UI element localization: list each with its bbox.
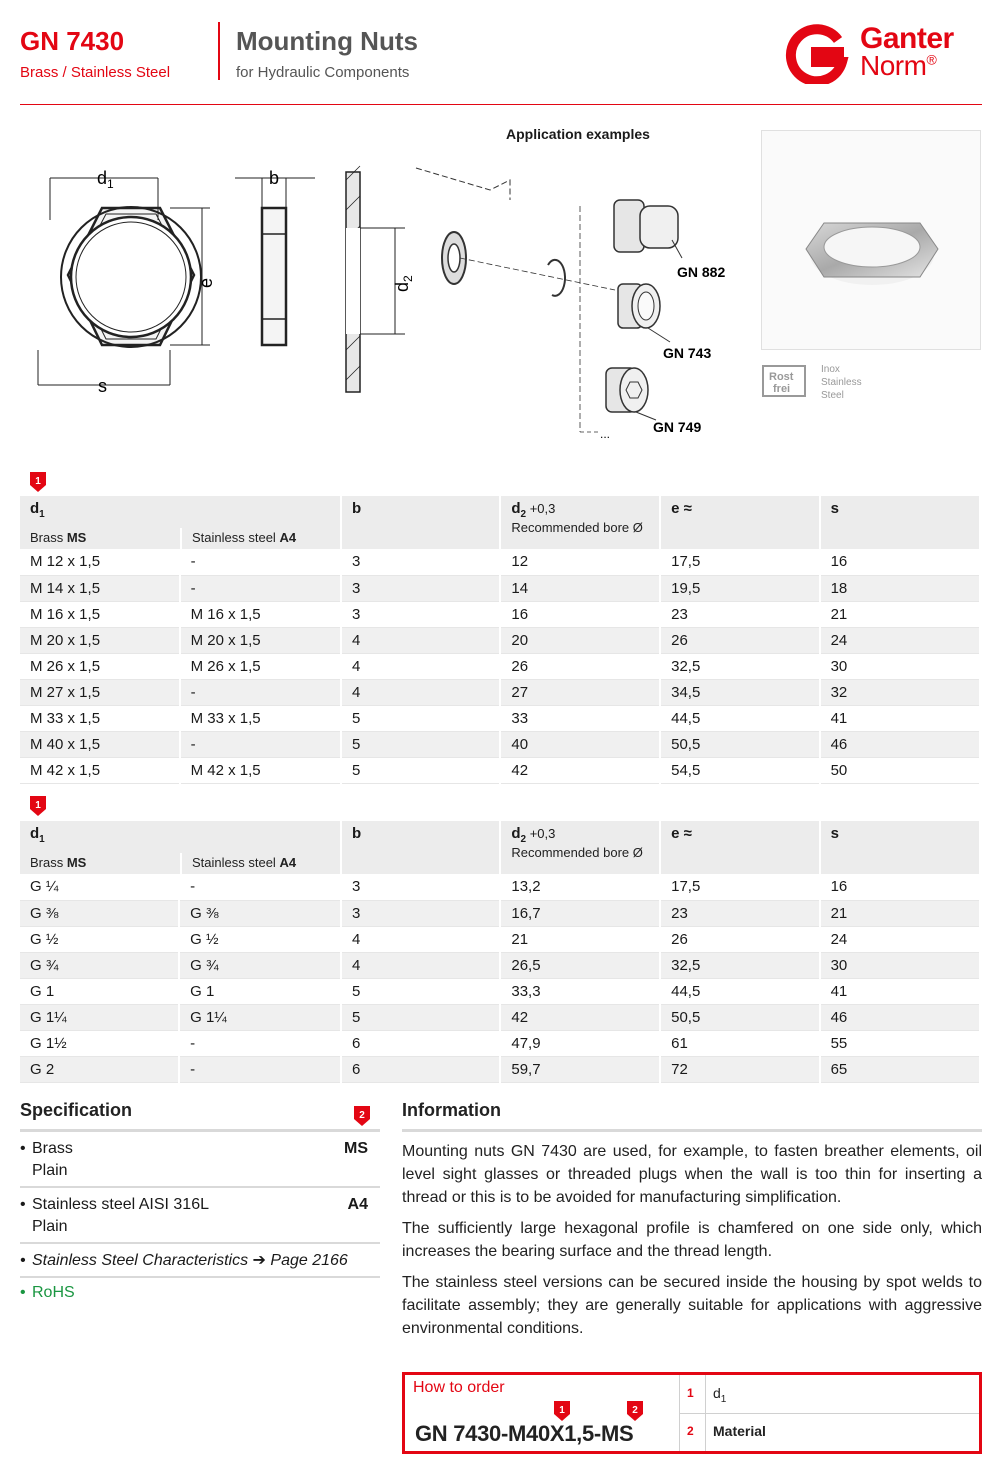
table-row [20, 978, 980, 1004]
table-cell: 4 [341, 679, 500, 705]
header-rule [20, 104, 982, 105]
bullet: • [20, 1284, 26, 1301]
table-cell: M 12 x 1,5 [20, 549, 180, 575]
table-cell: 16 [500, 601, 660, 627]
table-row [20, 900, 980, 926]
table-cell: 5 [341, 978, 500, 1004]
product-materials: Brass / Stainless Steel [20, 64, 171, 81]
table-cell: G ⅜ [179, 900, 341, 926]
dim-s-label: s [98, 376, 107, 396]
table-cell: 26 [660, 926, 819, 952]
table-row [20, 601, 980, 627]
technical-drawing [20, 120, 750, 460]
table-cell: - [180, 731, 341, 757]
table-cell: 13,2 [500, 874, 660, 900]
table-cell: 33 [500, 705, 660, 731]
bullet: • [20, 1140, 26, 1157]
table-cell: M 33 x 1,5 [180, 705, 341, 731]
order-legend-row [679, 1375, 979, 1413]
table-cell: M 33 x 1,5 [20, 705, 180, 731]
table-cell: 5 [341, 1004, 500, 1030]
example-ellipsis: ... [600, 427, 611, 441]
characteristics-label: Stainless Steel Characteristics [32, 1252, 249, 1269]
how-to-order-box [402, 1372, 982, 1454]
table-cell: 17,5 [660, 874, 819, 900]
table-cell: G ½ [179, 926, 341, 952]
info-paragraph: The stainless steel versions can be secured inside the housing by spot welds to facilitate assembly; they are generally suitable for applications with aggressive environmental conditions. [402, 1274, 982, 1337]
table-cell: G 1 [20, 978, 179, 1004]
stainless-characteristics-link[interactable] [20, 1244, 380, 1278]
table-cell: 4 [341, 627, 500, 653]
product-subtitle: for Hydraulic Components [236, 64, 410, 81]
logo-text-ganter: Ganter [860, 22, 954, 55]
col-e: e ≈ [660, 821, 819, 874]
metric-thread-table [20, 496, 981, 784]
logo-registered: ® [926, 51, 937, 68]
table-row [20, 705, 980, 731]
table-cell: 14 [500, 575, 660, 601]
col-stainless: Stainless steel A4 [180, 853, 340, 874]
dim-b-label: b [269, 168, 280, 188]
spec-item-code: MS [344, 1140, 368, 1157]
table-row [20, 757, 980, 783]
table-cell: 59,7 [500, 1056, 660, 1082]
table-cell: 44,5 [660, 978, 819, 1004]
table-cell: M 42 x 1,5 [180, 757, 341, 783]
table-cell: 27 [500, 679, 660, 705]
table-row [20, 952, 980, 978]
table-cell: 3 [341, 900, 500, 926]
table-cell: M 14 x 1,5 [20, 575, 180, 601]
table-row [20, 1004, 980, 1030]
spec-item-label: Stainless steel AISI 316L [32, 1196, 209, 1213]
col-s: s [820, 821, 980, 874]
table-cell: G 1¼ [179, 1004, 341, 1030]
svg-text:Inox: Inox [821, 364, 840, 375]
table-row [20, 874, 980, 900]
table-cell: M 16 x 1,5 [180, 601, 341, 627]
marker-1-icon [554, 1401, 570, 1421]
svg-text:Rost: Rost [769, 371, 794, 383]
table-cell: M 26 x 1,5 [180, 653, 341, 679]
order-legend [679, 1375, 979, 1451]
dim-d2-label: $d_2$ [392, 275, 415, 292]
col-brass: Brass MS [30, 855, 87, 870]
table-cell: 32 [820, 679, 980, 705]
table-cell: 65 [820, 1056, 980, 1082]
table-cell: - [180, 679, 341, 705]
order-separator [705, 1375, 706, 1413]
col-d1 [20, 496, 341, 549]
table-cell: G ¾ [20, 952, 179, 978]
table-cell: M 16 x 1,5 [20, 601, 180, 627]
table-cell: - [179, 874, 341, 900]
table-cell: 42 [500, 1004, 660, 1030]
col-d1-label: $d_1$ [30, 500, 45, 520]
table-cell: G 1 [179, 978, 341, 1004]
table-cell: 30 [820, 952, 980, 978]
table-cell: G 1½ [20, 1030, 179, 1056]
ganter-logo-icon [782, 22, 852, 84]
table-cell: 34,5 [660, 679, 819, 705]
table-cell: 4 [341, 653, 500, 679]
product-code: GN 7430 [20, 26, 125, 56]
table-cell: M 40 x 1,5 [20, 731, 180, 757]
spec-item-stainless [20, 1188, 380, 1244]
nut-photo-image [762, 131, 982, 351]
table-cell: 33,3 [500, 978, 660, 1004]
header-divider [218, 22, 220, 80]
rostfrei-stamp-icon [761, 360, 881, 404]
table-cell: 42 [500, 757, 660, 783]
table-cell: 40 [500, 731, 660, 757]
bullet: • [20, 1196, 26, 1213]
table-cell: 6 [341, 1030, 500, 1056]
col-stainless: Stainless steel A4 [180, 528, 340, 549]
order-legend-label: Material [713, 1423, 766, 1439]
marker-2-icon [627, 1401, 643, 1421]
svg-text:2: 2 [632, 1405, 638, 1416]
order-legend-num: 1 [687, 1386, 694, 1400]
information-title: Information [402, 1100, 501, 1120]
table-cell: 3 [341, 575, 500, 601]
page-header [20, 22, 982, 104]
table-cell: 50 [820, 757, 980, 783]
table-cell: 20 [500, 627, 660, 653]
table-row [20, 653, 980, 679]
table-cell: 21 [820, 601, 980, 627]
table-cell: G ¼ [20, 874, 179, 900]
table-cell: 5 [341, 705, 500, 731]
side-view [235, 178, 315, 345]
table-row [20, 575, 980, 601]
col-d2: $d_2 +0,3$ Recommended bore Ø [500, 496, 660, 549]
table-cell: 19,5 [660, 575, 819, 601]
example-gn-749: GN 749 [653, 419, 702, 435]
svg-text:frei: frei [773, 383, 791, 395]
table-cell: 16 [820, 549, 980, 575]
table-cell: M 26 x 1,5 [20, 653, 180, 679]
table-cell: 47,9 [500, 1030, 660, 1056]
order-separator [705, 1413, 706, 1451]
table-cell: M 27 x 1,5 [20, 679, 180, 705]
front-view [38, 178, 210, 385]
wall-section [346, 166, 405, 392]
table-cell: 44,5 [660, 705, 819, 731]
table-cell: - [180, 549, 341, 575]
info-paragraph: Mounting nuts GN 7430 are used, for example, to fasten breather elements, oil level sight glasses or threaded plugs when the wall is too thin for inserting a thread or this is to be avoided for manufacturing simplification. [402, 1143, 982, 1206]
table-cell: 50,5 [660, 731, 819, 757]
table-cell: G 1¼ [20, 1004, 179, 1030]
table-cell: 26,5 [500, 952, 660, 978]
dim-d1-label: $d_1$ [97, 168, 114, 191]
table-cell: M 20 x 1,5 [20, 627, 180, 653]
how-to-order-title: How to order [413, 1379, 505, 1396]
pipe-thread-table [20, 821, 981, 1083]
svg-text:1: 1 [559, 1405, 565, 1416]
table-cell: 6 [341, 1056, 500, 1082]
col-b: b [341, 496, 500, 549]
order-code-example: GN 7430-M40X1,5-MS [415, 1421, 634, 1446]
bullet: • [20, 1252, 26, 1269]
table-cell: 12 [500, 549, 660, 575]
table-cell: - [180, 575, 341, 601]
table-cell: 41 [820, 978, 980, 1004]
table-cell: 23 [660, 601, 819, 627]
info-paragraph: The sufficiently large hexagonal profile is chamfered on one side only, which increases the bearing surface and the thread length. [402, 1220, 982, 1260]
order-legend-row [679, 1413, 979, 1451]
table-cell: 46 [820, 1004, 980, 1030]
specification-section [20, 1100, 380, 1308]
svg-text:2: 2 [359, 1110, 365, 1121]
example-gn-882: GN 882 [677, 264, 726, 280]
rostfrei-badge [761, 360, 881, 404]
table-cell: - [179, 1030, 341, 1056]
table-cell: 3 [341, 549, 500, 575]
table-cell: 4 [341, 952, 500, 978]
order-legend-label: $d_1$ [713, 1385, 727, 1405]
dim-e-label: e [196, 277, 216, 288]
table-cell: 18 [820, 575, 980, 601]
table-row [20, 679, 980, 705]
page-reference: Page 2166 [270, 1252, 348, 1269]
logo-norm-word: Norm [860, 50, 927, 81]
table-cell: G 2 [20, 1056, 179, 1082]
col-d2: $d_2 +0,3$ Recommended bore Ø [500, 821, 660, 874]
order-legend-num: 2 [687, 1424, 694, 1438]
information-rule [402, 1129, 982, 1132]
example-gn-743: GN 743 [663, 345, 712, 361]
information-section [402, 1100, 982, 1348]
table-cell: - [179, 1056, 341, 1082]
table-cell: 24 [820, 627, 980, 653]
svg-text:Stainless: Stainless [821, 377, 862, 388]
svg-text:Steel: Steel [821, 390, 844, 401]
table-cell: 5 [341, 731, 500, 757]
col-d1-label: $d_1$ [30, 825, 45, 845]
svg-text:1: 1 [35, 800, 41, 811]
marker-1-icon [30, 472, 46, 492]
table-row [20, 1030, 980, 1056]
table-cell: 50,5 [660, 1004, 819, 1030]
table-cell: G ¾ [179, 952, 341, 978]
table-cell: G ½ [20, 926, 179, 952]
rohs-text: RoHS [32, 1284, 75, 1301]
table-cell: 26 [500, 653, 660, 679]
table-row [20, 549, 980, 575]
spec-item-brass [20, 1132, 380, 1188]
table-cell: 5 [341, 757, 500, 783]
table-cell: 16,7 [500, 900, 660, 926]
product-photo [761, 130, 981, 350]
table-cell: G ⅜ [20, 900, 179, 926]
table-cell: 61 [660, 1030, 819, 1056]
table-cell: 32,5 [660, 952, 819, 978]
table-cell: 23 [660, 900, 819, 926]
table-cell: 4 [341, 926, 500, 952]
col-s: s [820, 496, 980, 549]
table-row [20, 1056, 980, 1082]
table-row [20, 627, 980, 653]
table-cell: 30 [820, 653, 980, 679]
nut-drawing-svg [20, 120, 750, 460]
rohs-label [20, 1278, 380, 1308]
table-cell: 24 [820, 926, 980, 952]
table-cell: 21 [820, 900, 980, 926]
table-cell: M 42 x 1,5 [20, 757, 180, 783]
table-row [20, 731, 980, 757]
table-cell: 3 [341, 874, 500, 900]
col-brass: Brass MS [30, 530, 87, 545]
spec-item-finish: Plain [32, 1218, 68, 1235]
col-d1 [20, 821, 341, 874]
table-cell: 26 [660, 627, 819, 653]
spec-item-code: A4 [347, 1196, 368, 1213]
table-cell: 41 [820, 705, 980, 731]
table-cell: M 20 x 1,5 [180, 627, 341, 653]
col-b: b [341, 821, 500, 874]
logo-text-norm [860, 50, 936, 82]
col-e: e ≈ [660, 496, 819, 549]
table-cell: 21 [500, 926, 660, 952]
table-header-row [20, 496, 980, 549]
marker-1-icon [30, 796, 46, 816]
table-cell: 55 [820, 1030, 980, 1056]
application-examples-title: Application examples [506, 126, 650, 142]
specification-title: Specification [20, 1100, 133, 1120]
spec-item-label: Brass [32, 1140, 73, 1157]
table-cell: 3 [341, 601, 500, 627]
table-cell: 54,5 [660, 757, 819, 783]
svg-text:1: 1 [35, 476, 41, 487]
spec-item-finish: Plain [32, 1162, 68, 1179]
ganter-norm-logo [782, 22, 980, 84]
arrow-right-icon: ➔ [252, 1252, 266, 1269]
marker-2-icon [354, 1106, 370, 1126]
product-title: Mounting Nuts [236, 26, 418, 56]
table-row [20, 926, 980, 952]
table-cell: 32,5 [660, 653, 819, 679]
application-illustration [416, 168, 682, 432]
table-header-row [20, 821, 980, 874]
table-cell: 46 [820, 731, 980, 757]
table-cell: 16 [820, 874, 980, 900]
table-cell: 72 [660, 1056, 819, 1082]
table-cell: 17,5 [660, 549, 819, 575]
